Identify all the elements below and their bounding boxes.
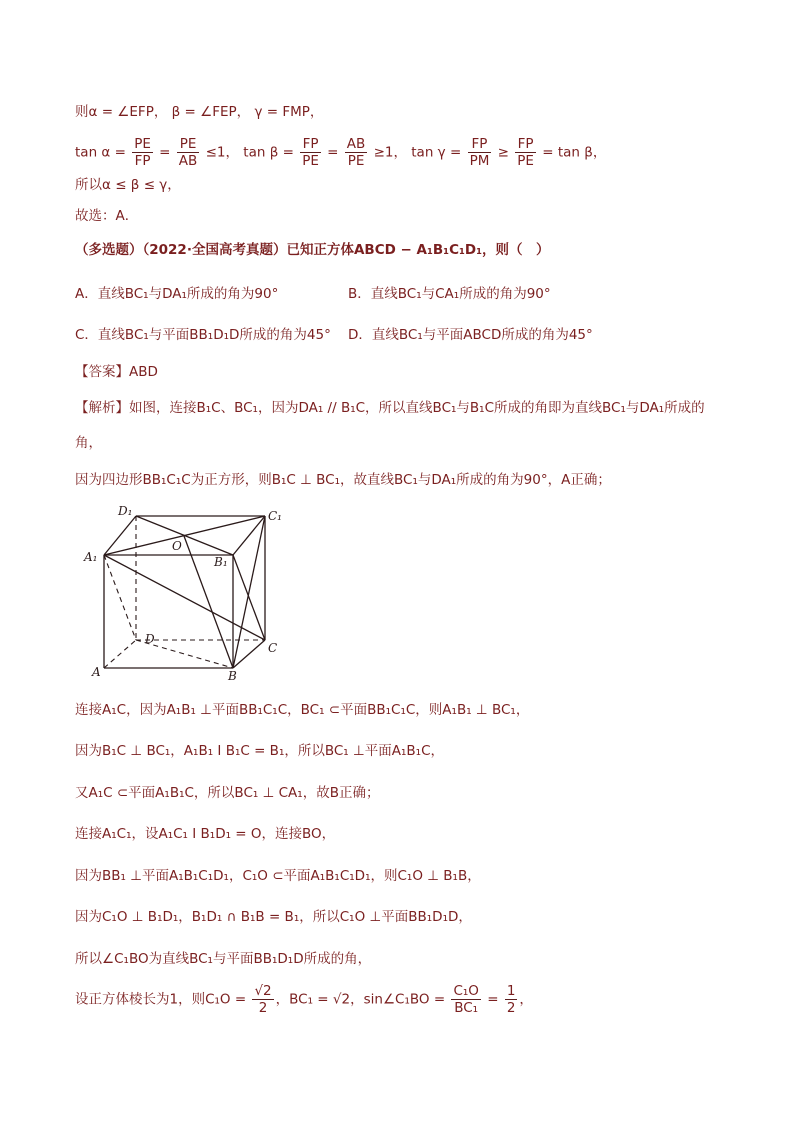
frac-num: FP: [468, 136, 492, 153]
frac-pe-fp: [132, 136, 153, 169]
frac-c1o-bc1: [451, 983, 480, 1016]
label-b: B: [228, 669, 237, 680]
frac-den: 2: [506, 1000, 516, 1016]
diag-a1c: [104, 555, 265, 640]
option-b: B．直线BC₁与CA₁所成的角为90°: [348, 286, 551, 302]
frac-num: √2: [254, 983, 272, 999]
line-angles: 则α = ∠EFP， β = ∠FEP， γ = FMP，: [75, 104, 324, 120]
line-tan: [75, 136, 606, 169]
edge-ad-hidden: [104, 640, 136, 668]
frac-sqrt2-2: [252, 983, 273, 1016]
analysis-line-1: 【解析】如图，连接B₁C、BC₁，因为DA₁ // B₁C，所以直线BC₁与B₁C所成的角即为直线BC₁与DA₁所成的: [75, 400, 705, 416]
frac-num: FP: [515, 136, 536, 153]
edge-d1a1: [104, 516, 136, 555]
diag-b1c: [233, 555, 265, 640]
frac-den: BC₁: [454, 1000, 479, 1016]
analysis-line-3: 因为四边形BB₁C₁C为正方形，则B₁C ⊥ BC₁，故直线BC₁与DA₁所成的角为90°，A正确；: [75, 472, 611, 488]
tan-beta-end: = tan β，: [537, 144, 607, 161]
diag-bc1: [233, 516, 265, 668]
step-8: [75, 983, 533, 1016]
frac-num: AB: [346, 136, 366, 152]
label-b1: B₁: [214, 555, 228, 569]
option-a: A．直线BC₁与DA₁所成的角为90°: [75, 286, 279, 302]
frac-fp-pe-2: [515, 136, 536, 169]
label-d: D: [145, 632, 155, 646]
answer-line: 【答案】ABD: [75, 364, 158, 380]
diag-d1b1: [136, 516, 233, 555]
analysis-line-2: 角，: [75, 435, 102, 451]
frac-den: FP: [134, 153, 151, 169]
frac-den: PE: [302, 153, 319, 169]
label-a: A: [92, 665, 101, 679]
step-5: 因为BB₁ ⊥平面A₁B₁C₁D₁，C₁O ⊂平面A₁B₁C₁D₁，则C₁O ⊥ B₁B，: [75, 868, 481, 884]
frac-pe-ab: [177, 136, 200, 169]
step8-end: ，: [519, 991, 533, 1008]
label-d1: D₁: [118, 504, 133, 518]
diag-a1d-hidden: [104, 555, 136, 640]
question-stem: （多选题）（2022·全国高考真题）已知正方体ABCD − A₁B₁C₁D₁，则（ ）: [75, 242, 550, 258]
line-choice: 故选：A．: [75, 208, 139, 224]
step-4: 连接A₁C₁，设A₁C₁ I B₁D₁ = O，连接BO，: [75, 826, 336, 842]
tan-gamma-label: ≥1， tan γ =: [369, 144, 466, 161]
frac-den: AB: [178, 153, 198, 169]
tan-alpha-label: tan α =: [75, 144, 131, 161]
step-6: 因为C₁O ⊥ B₁D₁，B₁D₁ ∩ B₁B = B₁，所以C₁O ⊥平面BB₁D₁D，: [75, 909, 472, 925]
ge-sign: ≥: [493, 144, 514, 161]
frac-1-2: [505, 983, 518, 1016]
frac-den: PE: [347, 153, 365, 169]
frac-fp-pe: [300, 136, 321, 169]
cube-figure: [82, 500, 302, 680]
label-c: C: [268, 641, 278, 655]
option-c: C．直线BC₁与平面BB₁D₁D所成的角为45°: [75, 327, 331, 343]
frac-num: C₁O: [453, 983, 479, 999]
eq-sign: =: [154, 144, 175, 161]
label-c1: C₁: [268, 509, 282, 523]
step8-text-a: 设正方体棱长为1，则C₁O =: [75, 991, 251, 1008]
label-a1: A₁: [84, 550, 98, 564]
step8-text-b: ，BC₁ = √2，sin∠C₁BO =: [275, 991, 450, 1008]
frac-fp-pm: [468, 136, 492, 169]
frac-num: 1: [506, 983, 516, 999]
step-7: 所以∠C₁BO为直线BC₁与平面BB₁D₁D所成的角，: [75, 951, 372, 967]
edge-c1b1: [233, 516, 265, 555]
frac-den: PM: [469, 153, 490, 169]
label-o: O: [172, 539, 182, 553]
frac-num: PE: [134, 136, 151, 152]
frac-num: FP: [300, 136, 321, 153]
eq-sign: =: [322, 144, 343, 161]
step-1: 连接A₁C，因为A₁B₁ ⊥平面BB₁C₁C，BC₁ ⊂平面BB₁C₁C，则A₁B₁ ⊥ BC₁，: [75, 702, 530, 718]
frac-ab-pe: [345, 136, 368, 169]
option-d: D．直线BC₁与平面ABCD所成的角为45°: [348, 327, 593, 343]
step-2: 因为B₁C ⊥ BC₁，A₁B₁ I B₁C = B₁，所以BC₁ ⊥平面A₁B₁C，: [75, 743, 445, 759]
frac-num: PE: [177, 136, 200, 153]
line-conclusion: 所以α ≤ β ≤ γ，: [75, 177, 181, 193]
step-3: 又A₁C ⊂平面A₁B₁C，所以BC₁ ⊥ CA₁，故B正确；: [75, 785, 380, 801]
frac-den: PE: [517, 153, 534, 169]
frac-den: 2: [258, 1000, 268, 1016]
step8-eq: =: [482, 991, 503, 1008]
tan-beta-label: ≤1， tan β =: [201, 144, 299, 161]
